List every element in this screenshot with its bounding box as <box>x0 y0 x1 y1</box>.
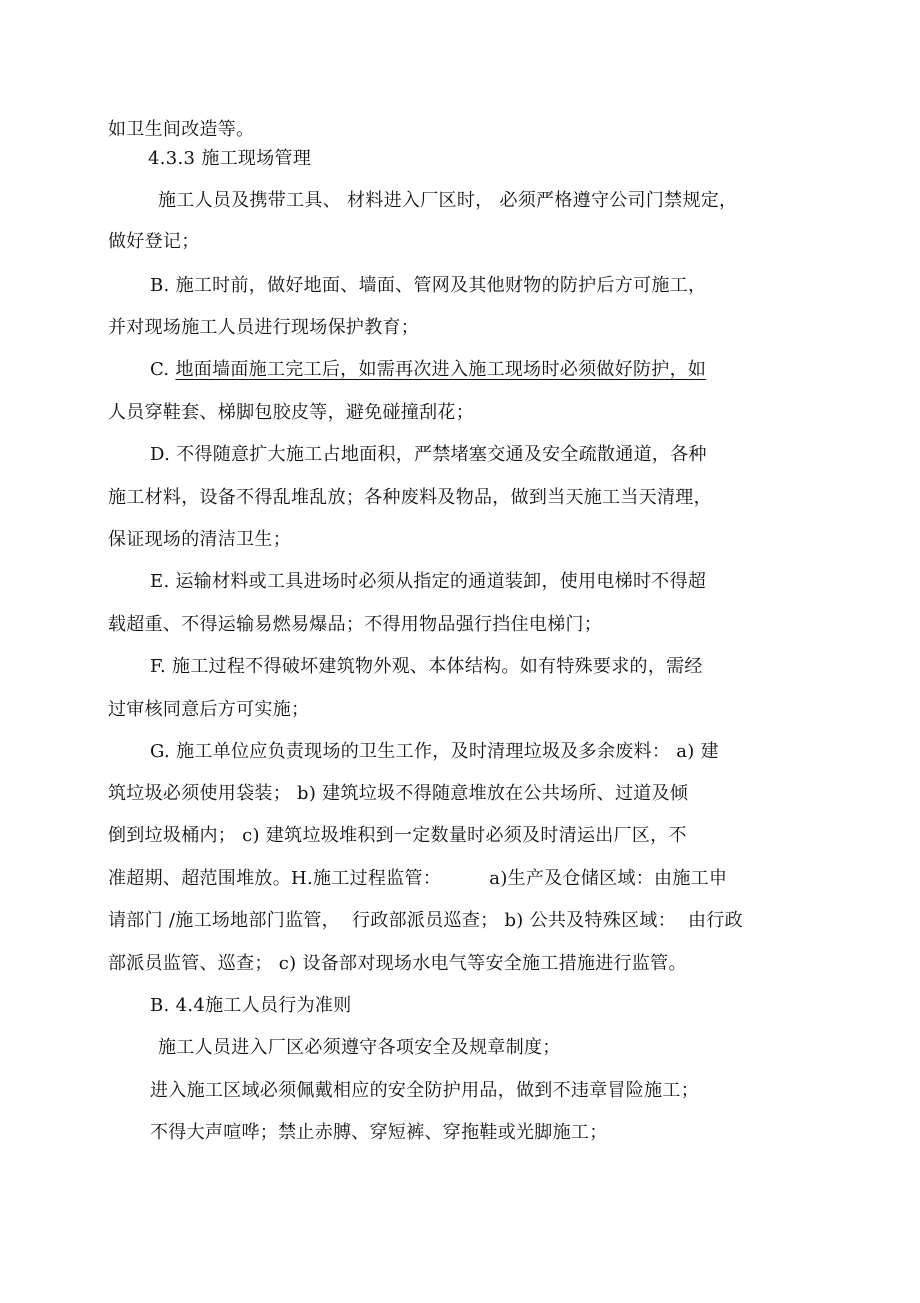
text-line: 倒到垃圾桶内； c) 建筑垃圾堆积到一定数量时必须及时清运出厂区，不 <box>108 825 687 846</box>
text-line: 准超期、超范围堆放。H.施工过程监管： a)生产及仓储区域：由施工申 <box>108 868 728 889</box>
underlined-text: 地面墙面施工完工后，如需再次进入施工现场时必须做好防护，如 <box>175 359 707 380</box>
section-heading: 4.3.3 施工现场管理 <box>148 148 312 169</box>
text-line: 保证现场的清洁卫生； <box>108 529 291 550</box>
text-line: D. 不得随意扩大施工占地面积，严禁堵塞交通及安全疏散通道，各种 <box>150 444 707 465</box>
text-line: 不得大声喧哗；禁止赤膊、穿短裤、穿拖鞋或光脚施工； <box>150 1122 608 1143</box>
section-heading: B. 4.4施工人员行为准则 <box>150 995 352 1016</box>
text-line: 筑垃圾必须使用袋装； b) 建筑垃圾不得随意堆放在公共场所、过道及倾 <box>108 783 689 804</box>
text-line <box>150 358 706 382</box>
text-line: B. 施工时前，做好地面、墙面、管网及其他财物的防护后方可施工， <box>150 275 707 296</box>
text-line: 并对现场施工人员进行现场保护教育； <box>108 317 420 338</box>
text-line: 过审核同意后方可实施； <box>108 699 310 720</box>
text-line: 施工人员及携带工具、 材料进入厂区时， 必须严格遵守公司门禁规定， <box>158 190 738 211</box>
text-line: 如卫生间改造等。 <box>108 119 255 140</box>
text-line: 进入施工区域必须佩戴相应的安全防护用品，做到不违章冒险施工； <box>150 1080 699 1101</box>
item-marker: C. <box>150 359 176 380</box>
text-line: 载超重、不得运输易燃易爆品；不得用物品强行挡住电梯门； <box>108 614 603 635</box>
text-line: 施工人员进入厂区必须遵守各项安全及规章制度； <box>158 1037 561 1058</box>
text-line: G. 施工单位应负责现场的卫生工作，及时清理垃圾及多余废料： a) 建 <box>150 741 719 762</box>
text-line: 请部门 /施工场地部门监管， 行政部派员巡查； b) 公共及特殊区域： 由行政 <box>108 910 743 931</box>
text-line: 人员穿鞋套、梯脚包胶皮等，避免碰撞刮花； <box>108 402 474 423</box>
text-line: 施工材料，设备不得乱堆乱放；各种废料及物品，做到当天施工当天清理， <box>108 487 712 508</box>
text-line: F. 施工过程不得破坏建筑物外观、本体结构。如有特殊要求的，需经 <box>150 656 703 677</box>
text-line: 做好登记； <box>108 231 200 252</box>
text-line: E. 运输材料或工具进场时必须从指定的通道装卸，使用电梯时不得超 <box>150 571 707 592</box>
text-line: 部派员监管、巡查； c) 设备部对现场水电气等安全施工措施进行监管。 <box>108 953 687 974</box>
